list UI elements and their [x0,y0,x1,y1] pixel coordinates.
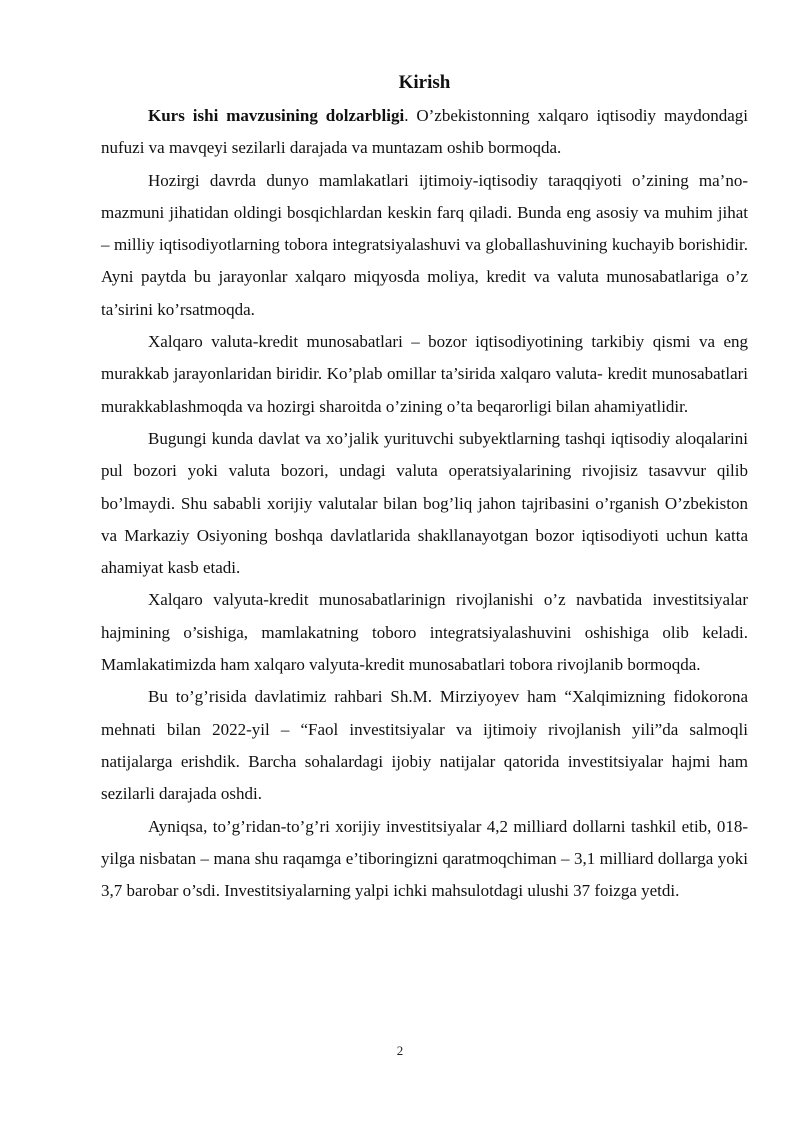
paragraph-text: Ayniqsa, to’g’ridan-to’g’ri xorijiy investitsiyalar 4,2 milliard dollarni tashkil etib, 018-yilga nisbatan – mana shu raqamga e’tiboringizni qaratmoqchiman – 3,1 milliard dollarga yoki 3,7 barobar o’sdi. Investitsiyalarning yalpi ichki mahsulotdagi ulushi 37 foizga yetdi. [101,816,748,901]
paragraph-text: Bugungi kunda davlat va xo’jalik yurituvchi subyektlarning tashqi iqtisodiy aloqalarini pul bozori yoki valuta bozori, undagi valuta operatsiyalarining rivojisiz tasavvur qilib bo’lmaydi. Shu sababli xorijiy valutalar bilan bog’liq jahon tajribasini o’rganish O’zbekiston va Markaziy Osiyoning boshqa davlatlarida shakllanayotgan bozor iqtisodiyoti uchun katta ahamiyat kasb etadi. [101,428,748,578]
paragraph-text: Xalqaro valuta-kredit munosabatlari – bozor iqtisodiyotining tarkibiy qismi va eng murakkab jarayonlaridan biridir. Ko’plab omillar ta’sirida xalqaro valuta- kredit munosabatlari murakkablashmoqda va hozirgi sharoitda o’zining o’ta beqarorligi bilan ahamiyatlidir. [101,332,748,416]
page-title: Kirish [398,72,451,93]
paragraph-7 [101,811,748,908]
paragraph-text: Hozirgi davrda dunyo mamlakatlari ijtimoiy-iqtisodiy taraqqiyoti o’zining ma’no-mazmuni jihatidan oldingi bosqichlardan keskin farq qiladi. Bunda eng asosiy va muhim jihat – milliy iqtisodiyotlarning tobora integratsiyalashuvi va globallashuvining kuchayib borishidir. Ayni paytda bu jarayonlar xalqaro miqyosda moliya, kredit va valuta munosabatlariga o’z ta’sirini ko’rsatmoqda. [101,170,748,319]
paragraph-6 [101,681,748,810]
paragraph-1 [101,100,748,165]
paragraph-lead-bold: Kurs ishi mavzusining dolzarbligi [148,106,405,125]
paragraph-text: Bu to’g’risida davlatimiz rahbari Sh.M. Mirziyoyev ham “Xalqimizning fidokorona mehnati bilan 2022-yil – “Faol investitsiyalar va ijtimoiy rivojlanish yili”da salmoqli natijalarga erishdik. Barcha sohalardagi ijobiy natijalar qatorida investitsiyalar hajmi ham sezilarli darajada oshdi. [101,687,748,804]
document-body [101,66,748,907]
page-number: 2 [396,1043,404,1058]
paragraph-text: Xalqaro valyuta-kredit munosabatlarinign rivojlanishi o’z navbatida investitsiyalar hajmining o’sishiga, mamlakatning toboro integratsiyalashuvini oshishiga olib keladi. Mamlakatimizda ham xalqaro valyuta-kredit munosabatlari tobora rivojlanib bormoqda. [101,590,748,675]
paragraph-3 [101,326,748,423]
paragraph-5 [101,584,748,681]
paragraph-text: . O’zbekistonning xalqaro iqtisodiy maydondagi nufuzi va mavqeyi sezilarli darajada va muntazam oshib bormoqda. [101,106,748,158]
paragraph-4 [101,423,748,584]
paragraph-2 [101,165,748,326]
